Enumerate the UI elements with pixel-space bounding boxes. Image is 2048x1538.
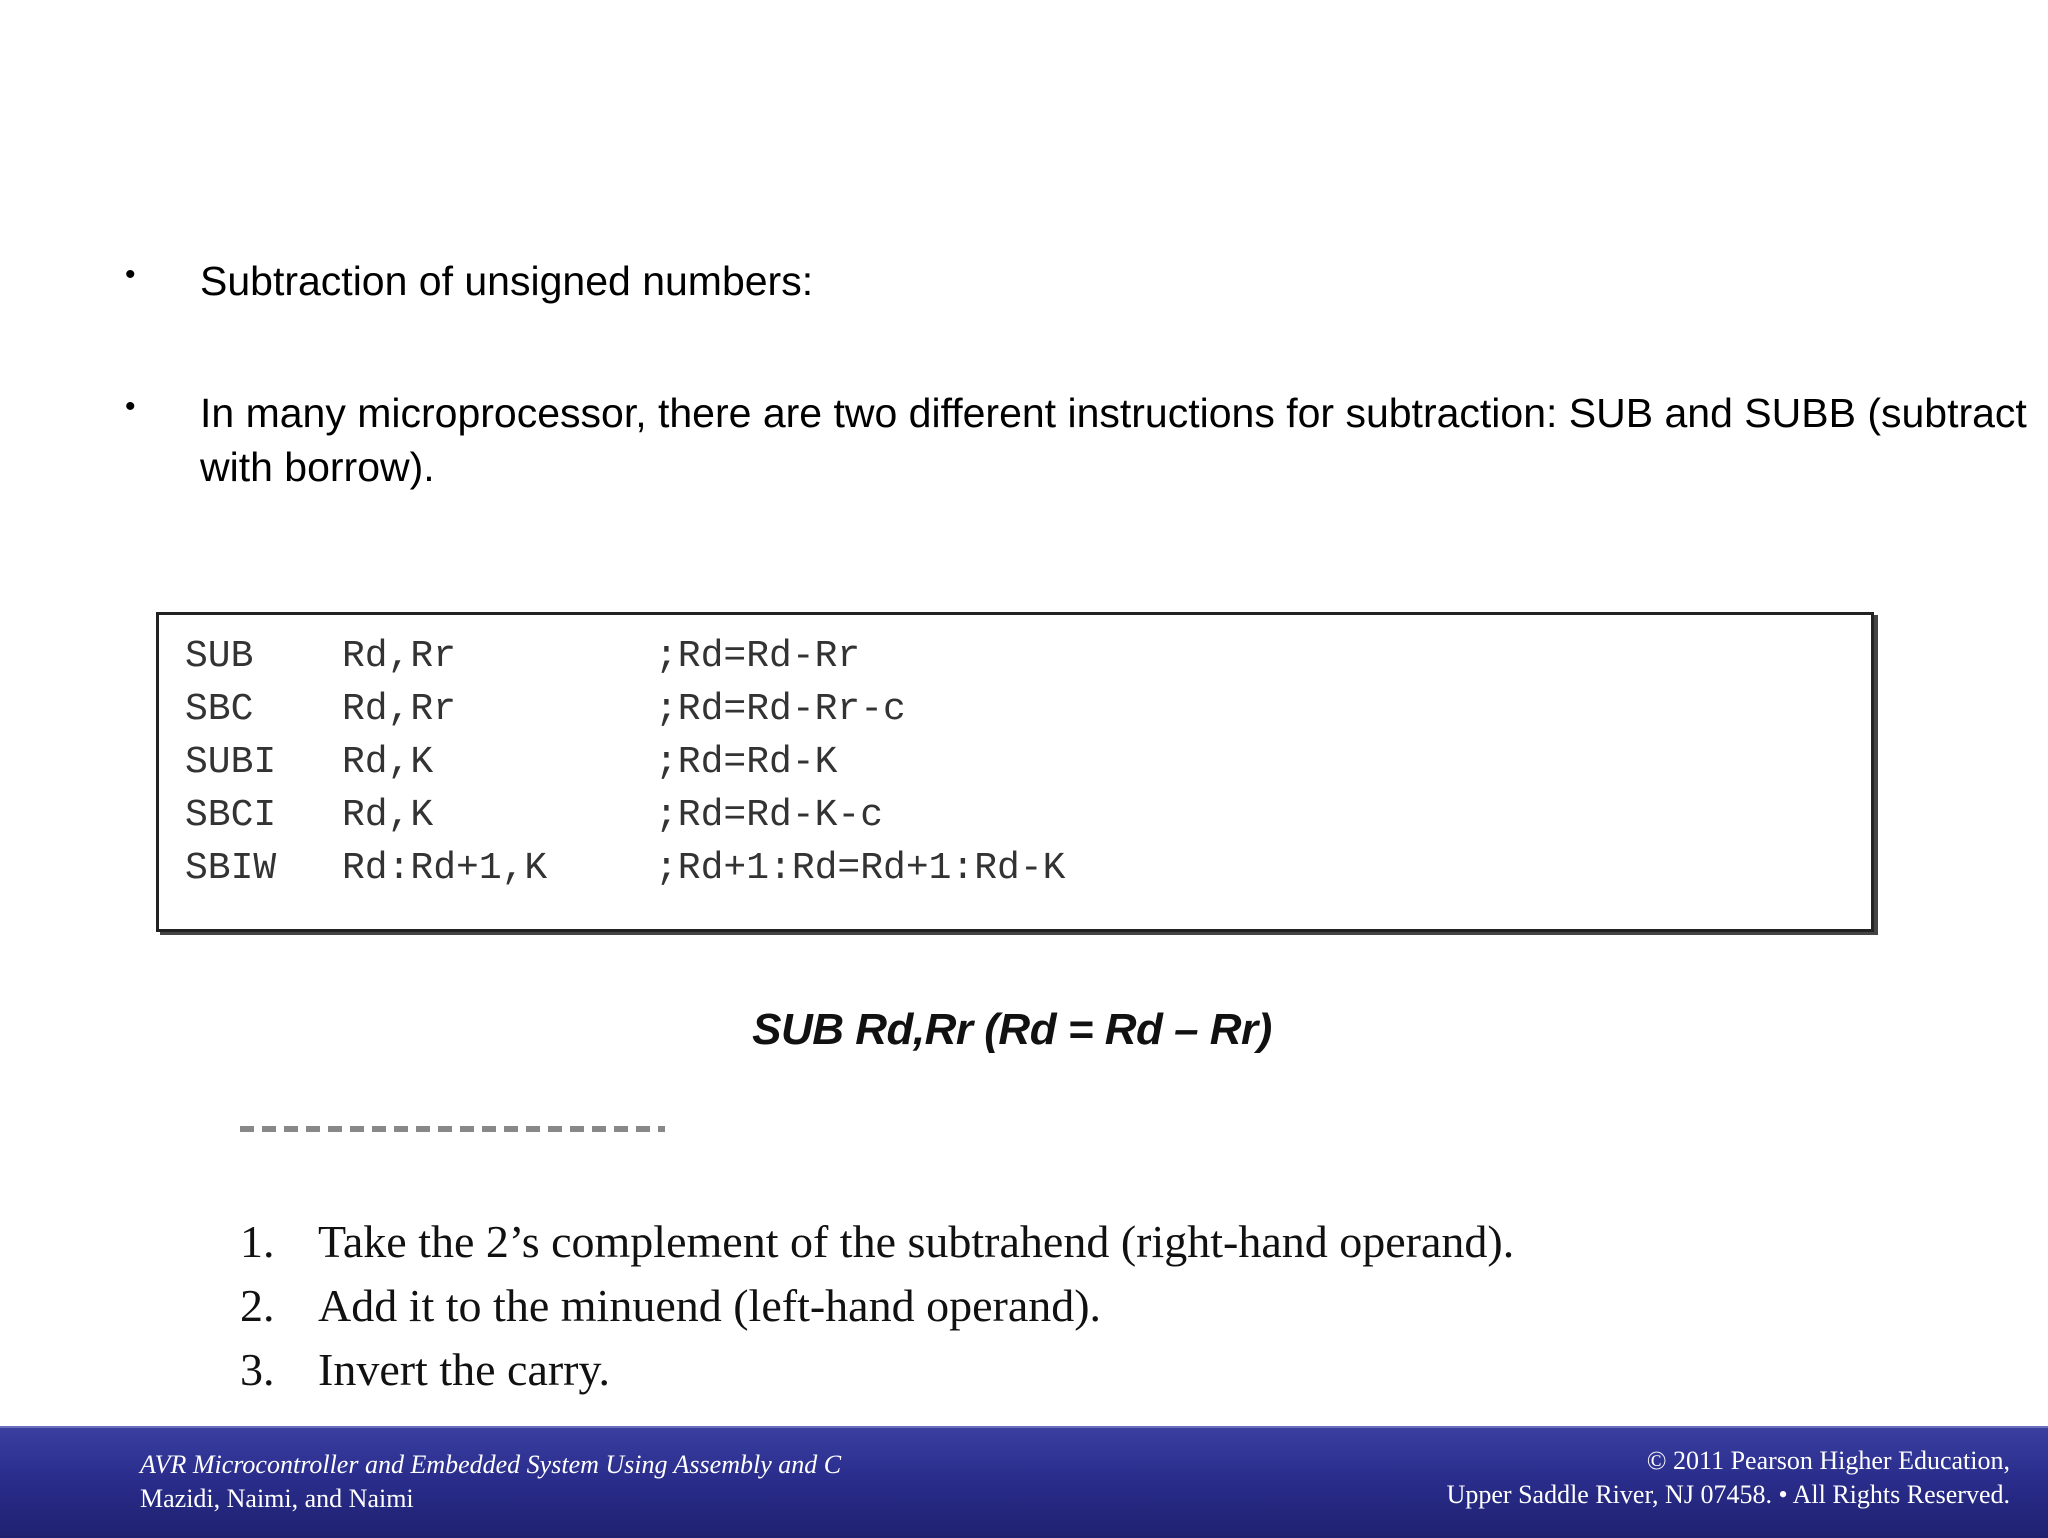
step-text: Take the 2’s complement of the subtrahend (right-hand operand). [318, 1216, 1515, 1267]
footer-copyright [1447, 1444, 2010, 1512]
instruction-caption [0, 1005, 2048, 1055]
code-mnemonic: SBIW [185, 847, 277, 890]
code-comment: ;Rd+1:Rd=Rd+1:Rd-K [655, 847, 1066, 890]
code-comment: ;Rd=Rd-Rr-c [655, 688, 906, 731]
code-operands: Rd:Rd+1,K [342, 847, 548, 890]
code-operands: Rd,K [342, 741, 434, 784]
code-operands: Rd,Rr [342, 688, 457, 731]
bullet-marker: • [125, 258, 136, 291]
code-operands: Rd,Rr [342, 635, 457, 678]
copyright-line-2: Upper Saddle River, NJ 07458. • All Rights Reserved. [1446, 1480, 2010, 1509]
step-text: Invert the carry. [318, 1344, 611, 1395]
code-row [185, 847, 1066, 900]
code-comment: ;Rd=Rd-K [655, 741, 838, 784]
code-mnemonic: SUBI [185, 741, 277, 784]
code-row [185, 635, 861, 688]
bullet-text: Subtraction of unsigned numbers: [200, 258, 814, 304]
step-text: Add it to the minuend (left-hand operand). [318, 1280, 1102, 1331]
step-number: 3. [240, 1344, 275, 1395]
instruction-table [156, 612, 1874, 932]
code-mnemonic: SBC [185, 688, 254, 731]
code-row [185, 794, 884, 847]
footer-book-info [140, 1448, 841, 1516]
copyright-line-1: © 2011 Pearson Higher Education, [1646, 1446, 2010, 1475]
step-number: 2. [240, 1280, 275, 1331]
footer-bar [0, 1426, 2048, 1538]
code-mnemonic: SBCI [185, 794, 277, 837]
book-title: AVR Microcontroller and Embedded System Using Assembly and C [140, 1450, 842, 1479]
book-authors: Mazidi, Naimi, and Naimi [140, 1484, 414, 1513]
code-operands: Rd,K [342, 794, 434, 837]
bullet-marker: • [125, 390, 136, 423]
code-row [185, 741, 838, 794]
code-comment: ;Rd=Rd-Rr [655, 635, 861, 678]
code-comment: ;Rd=Rd-K-c [655, 794, 884, 837]
caption-text: SUB Rd,Rr (Rd = Rd – Rr) [752, 1005, 1272, 1054]
faded-text-fragment [240, 1126, 665, 1132]
bullet-text: In many microprocessor, there are two different instructions for subtraction: SUB and SUBB (subtract with borrow). [200, 390, 2027, 490]
step-number: 1. [240, 1216, 275, 1267]
code-row [185, 688, 906, 741]
code-mnemonic: SUB [185, 635, 254, 678]
